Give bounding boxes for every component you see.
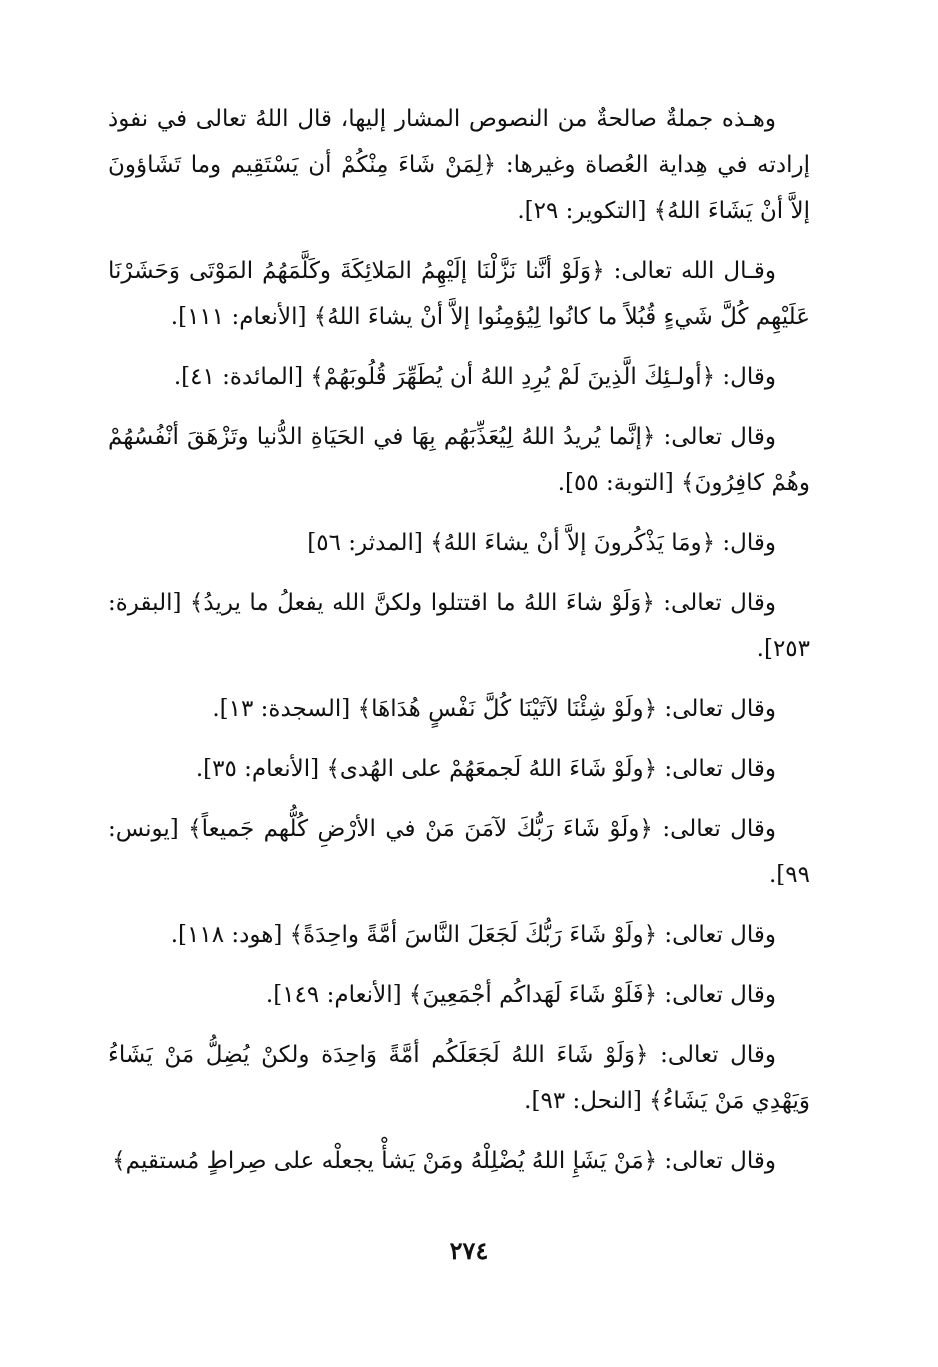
paragraph-nahl-93: وقال تعالى: ﴿وَلَوْ شَاءَ اللهُ لَجَعَلَكُم أمَّةً وَاحِدَة ولكنْ يُضِلُّ مَنْ يَشَاءُ وَيَهْدِي مَنْ يَشَاءُ﴾ [النحل: ٩٣]. [108, 1042, 810, 1114]
paragraph-yunus-99: وقال تعالى: ﴿ولَوْ شَاءَ رَبُّكَ لآمَنَ مَنْ في الأرْضِ كُلُّهم جَميعاً﴾ [يونس: ٩٩]. [108, 816, 810, 888]
page-number: ٢٧٤ [449, 1236, 489, 1265]
paragraph-anam-35: وقال تعالى: ﴿ولَوْ شَاءَ اللهُ لَجمعَهُمْ على الهُدى﴾ [الأنعام: ٣٥]. [195, 756, 776, 782]
paragraph-intro: وهـذه جملةٌ صالحةٌ من النصوص المشار إليها، قال اللهُ تعالى في نفوذ إرادته في هِداية العُصاة وغيرها: ﴿لِمَنْ شَاءَ مِنْكُمْ أن يَسْتَقِيم وما تَشَاؤونَ إلاَّ أنْ يَشَاءَ اللهُ﴾ [التكوير: ٢٩]. [108, 106, 810, 224]
paragraph-tawbah-55: وقال تعالى: ﴿إنَّما يُريدُ اللهُ لِيُعَذِّبَهُم بِهَا في الحَيَاةِ الدُّنيا وتَزْهَقَ أنْفُسُهُمْ وهُمْ كافِرُونَ﴾ [التوبة: ٥٥]. [108, 424, 810, 496]
paragraph-baqarah-253: وقال تعالى: ﴿وَلَوْ شاءَ اللهُ ما اقتتلوا ولكنَّ الله يفعلُ ما يريدُ﴾ [البقرة: ٢٥٣]. [108, 590, 810, 662]
paragraph-final: وقال تعالى: ﴿مَنْ يَشَإِ اللهُ يُضْلِلْهُ ومَنْ يَشأْ يجعلْه على صِراطٍ مُستقيم﴾ [112, 1148, 776, 1174]
page-body [108, 96, 810, 1198]
paragraph-maidah-41: وقال: ﴿أولـئِكَ الَّذِينَ لَمْ يُرِدِ اللهُ أن يُطَهِّرَ قُلُوبَهُمْ﴾ [المائدة: ٤١]. [173, 364, 776, 390]
paragraph-sajdah-13: وقال تعالى: ﴿ولَوْ شِئْنَا لآتَيْنَا كُلَّ نَفْسٍ هُدَاهَا﴾ [السجدة: ١٣]. [212, 696, 776, 722]
paragraph-anam-149: وقال تعالى: ﴿فَلَوْ شَاءَ لَهَداكُم أجْمَعِينَ﴾ [الأنعام: ١٤٩]. [265, 982, 776, 1008]
paragraph-muddaththir-56: وقال: ﴿ومَا يَذْكُرونَ إلاَّ أنْ يشاءَ اللهُ﴾ [المدثر: ٥٦] [307, 530, 776, 556]
paragraph-hud-118: وقال تعالى: ﴿ولَوْ شَاءَ رَبُّكَ لَجَعَلَ النَّاسَ أمَّةً واحِدَةً﴾ [هود: ١١٨]. [170, 922, 776, 948]
paragraph-anam-111: وقـال الله تعالى: ﴿وَلَوْ أنَّنا نَزَّلْنَا إلَيْهِمُ المَلائِكَةَ وكَلَّمَهُمُ المَوْتَى وَحَشَرْنَا عَلَيْهِم كُلَّ شَيءٍ قُبُلاً ما كانُوا لِيُؤمِنُوا إلاَّ أنْ يشاءَ اللهُ﴾ [الأنعام: ١١١]. [108, 258, 810, 330]
